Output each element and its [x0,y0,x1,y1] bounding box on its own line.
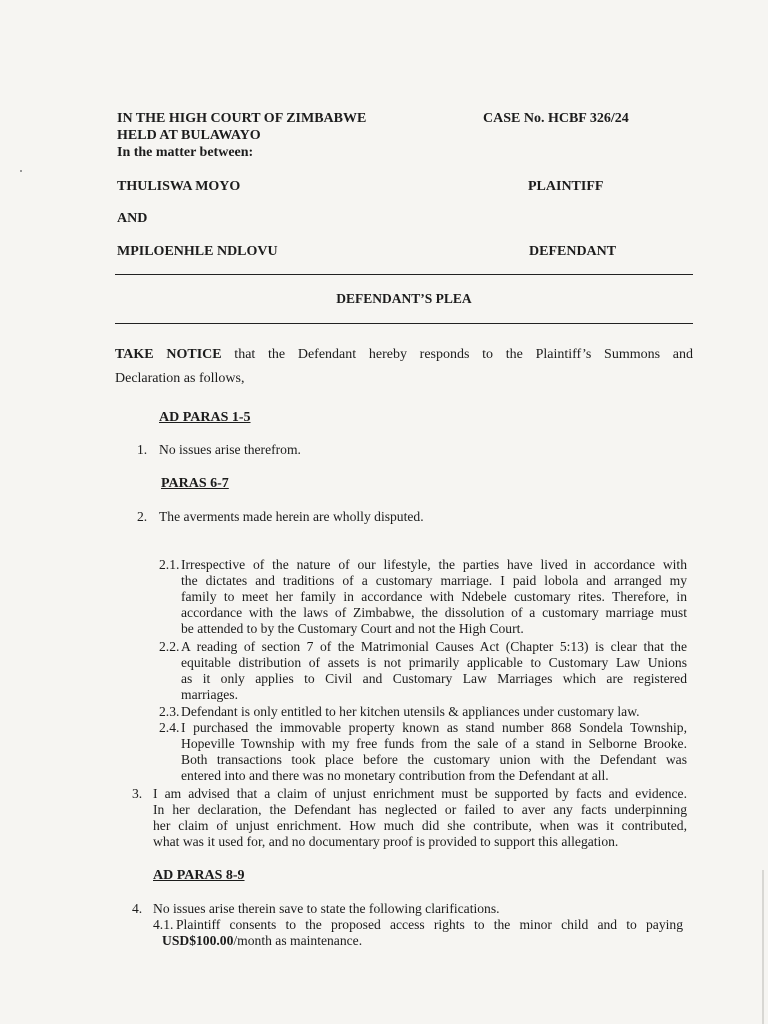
notice-lead: TAKE NOTICE [115,347,222,362]
maintenance-amount: USD$100.00 [162,933,234,948]
item-3-num: 3. [132,786,143,801]
text-line: A reading of section 7 of the Matrimonial Causes Act (Chapter 5:13) is clear that the [181,639,687,654]
subitem-2-3-text: Defendant is only entitled to her kitchen utensils & appliances under customary law. [181,704,640,719]
case-number: CASE No. HCBF 326/24 [483,111,629,126]
court-location: HELD AT BULAWAYO [117,128,261,143]
court-header [117,110,366,161]
text-line: be attended to by the Customary Court and not the High Court. [181,621,524,636]
notice-line-1 [115,343,693,367]
plaintiff-name: THULISWA MOYO [117,179,241,194]
item-1-text: No issues arise therefrom. [159,442,301,457]
text-line: family to meet her family in accordance with Ndebele customary rites. Therefore, in [181,589,687,604]
notice-text: that the Defendant hereby responds to the Plaintiff’s Summons and [221,347,693,362]
top-rule [115,274,693,275]
page-edge-shadow [762,870,764,1024]
section-heading-1-5: AD PARAS 1-5 [159,410,251,425]
document-title: DEFENDANT’S PLEA [336,291,472,306]
and-label: AND [117,211,148,226]
plaintiff-role: PLAINTIFF [528,179,604,194]
item-2-text: The averments made herein are wholly disputed. [159,509,424,524]
text-line: Hopeville Township with my free funds from the sale of a stand in Selborne Brooke. [181,736,687,751]
bottom-rule [115,323,693,324]
text-line: what was it used for, and no documentary proof is provided to support this allegation. [153,834,619,849]
subitem-2-4-num: 2.4. [159,720,180,735]
section-heading-8-9: AD PARAS 8-9 [153,868,245,883]
text-line: Both transactions took place before the customary union with the Defendant was [181,752,687,767]
text-line: In her declaration, the Defendant has neglected or failed to aver any facts underpinning [153,802,687,817]
text-line: Irrespective of the nature of our lifestyle, the parties have lived in accordance with [181,557,687,572]
item-4-num: 4. [132,901,143,916]
text-line: I purchased the immovable property known as stand number 868 Sondela Township, [181,720,687,735]
subitem-2-3-num: 2.3. [159,704,180,719]
text-line: accordance with the laws of Zimbabwe, the dissolution of a customary marriage must [181,605,687,620]
maintenance-period: /month as maintenance. [233,933,363,948]
defendant-role: DEFENDANT [529,244,617,259]
subitem-4-1-num: 4.1. [153,917,174,932]
notice-line-2: Declaration as follows, [115,371,245,386]
defendant-name: MPILOENHLE NDLOVU [117,244,278,259]
text-line: marriages. [181,687,238,702]
matter-line: In the matter between: [117,145,254,160]
court-name: IN THE HIGH COURT OF ZIMBABWE [117,111,367,126]
scan-mark [20,170,22,172]
subitem-2-1-num: 2.1. [159,557,180,572]
text-line [162,933,683,949]
text-line: Plaintiff consents to the proposed access rights to the minor child and to paying [176,917,683,932]
section-heading-6-7: PARAS 6-7 [161,476,229,491]
item-3-text [153,786,687,850]
subitem-2-1-text [181,557,687,637]
subitem-2-2-text [181,639,687,703]
item-2-num: 2. [137,509,148,524]
text-line: as it only applies to Civil and Customary Law Marriages which are registered [181,671,687,686]
subitem-2-4-text [181,720,687,784]
text-line: I am advised that a claim of unjust enrichment must be supported by facts and evidence. [153,786,687,801]
text-line: the dictates and traditions of a customary marriage. I paid lobola and arranged my [181,573,687,588]
text-line: entered into and there was no monetary contribution from the Defendant at all. [181,768,609,783]
text-line: her claim of unjust enrichment. How much did she contribute, when was it contributed, [153,818,687,833]
subitem-2-2-num: 2.2. [159,639,180,654]
notice-paragraph [115,343,693,391]
item-1-num: 1. [137,442,148,457]
item-4-text: No issues arise therein save to state the following clarifications. [153,901,500,916]
text-line: equitable distribution of assets is not primarily applicable to Customary Law Unions [181,655,687,670]
